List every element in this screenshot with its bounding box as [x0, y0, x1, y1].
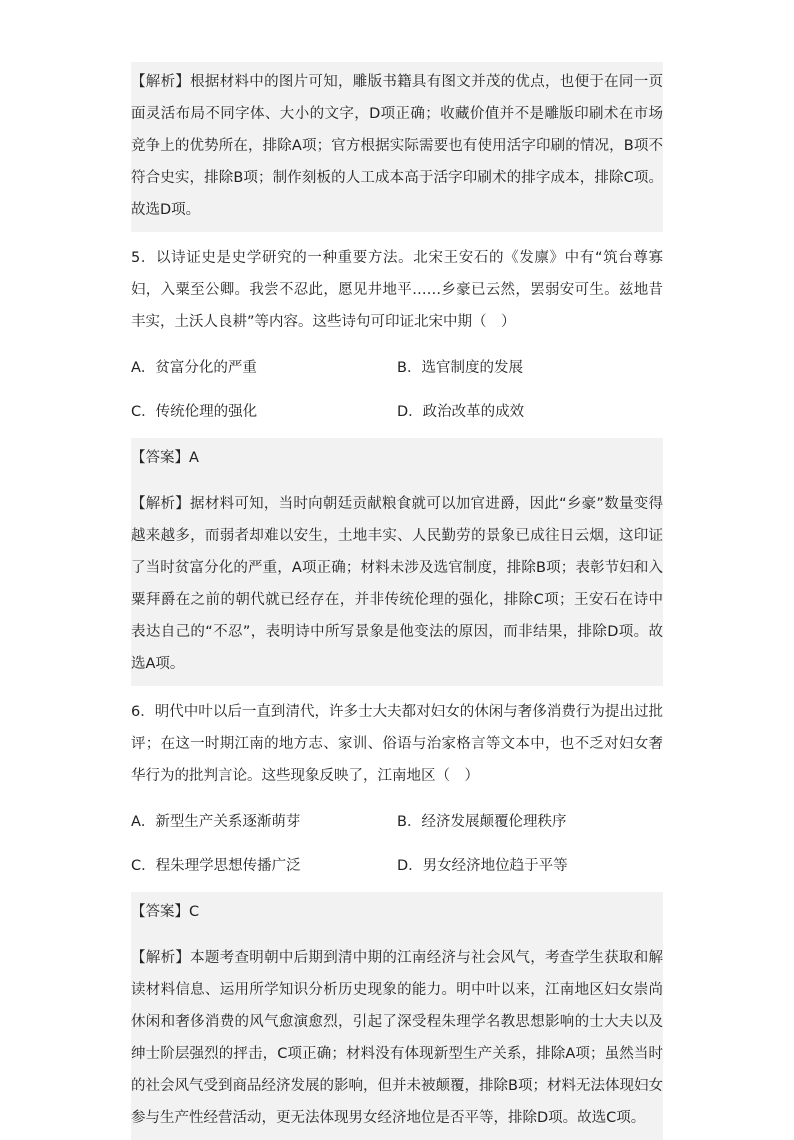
q5-options-row-1	[131, 344, 663, 388]
q5-analysis-text: 【解析】据材料可知，当时向朝廷贡献粮食就可以加官进爵，因此“乡豪”数量变得越来越多，而弱者却难以安生，土地丰实、人民勤劳的景象已成往日云烟，这印证了当时贫富分化的严重，A项正确；材料未涉及选官制度，排除B项；表彰节妇和入粟拜爵在之前的朝代就已经存在，并非传统伦理的强化，排除C项；王安石在诗中表达自己的“不忍”，表明诗中所写景象是他变法的原因，而非结果，排除D项。故选A项。	[131, 496, 663, 672]
q4-analysis-block	[131, 62, 663, 232]
q6-option-c: C．程朱理学思想传播广泛	[131, 857, 301, 874]
q5-stem-block	[131, 238, 663, 344]
q5-option-a: A．贫富分化的严重	[131, 359, 257, 376]
q5-analysis-block	[131, 480, 663, 686]
q6-option-b: B．经济发展颠覆伦理秩序	[397, 813, 567, 830]
q6-analysis-text: 【解析】本题考查明朝中后期到清中期的江南经济与社会风气，考查学生获取和解读材料信息、运用所学知识分析历史现象的能力。明中叶以来，江南地区妇女崇尚休闲和奢侈消费的风气愈演愈烈，引起了深受程朱理学名教思想影响的士大夫以及绅士阶层强烈的抨击，C项正确；材料没有体现新型生产关系，排除A项；虽然当时的社会风气受到商品经济发展的影响，但并未被颠覆，排除B项；材料无法体现妇女参与生产性经营活动，更无法体现男女经济地位是否平等，排除D项。故选C项。	[131, 950, 663, 1126]
q6-options-row-1	[131, 798, 663, 842]
q6-option-a: A．新型生产关系逐渐萌芽	[131, 813, 301, 830]
q5-answer-text: 【答案】A	[131, 450, 199, 466]
document-page	[131, 62, 663, 1140]
q6-option-d: D．男女经济地位趋于平等	[397, 857, 568, 874]
q6-answer-text: 【答案】C	[131, 904, 200, 920]
q5-option-d: D．政治改革的成效	[397, 403, 525, 420]
q4-analysis-text: 【解析】根据材料中的图片可知，雕版书籍具有图文并茂的优点，也便于在同一页面灵活布局不同字体、大小的文字，D项正确；收藏价值并不是雕版印刷术在市场竞争上的优势所在，排除A项；官方根据实际需要也有使用活字印刷的情况，B项不符合史实，排除B项；制作刻板的人工成本高于活字印刷术的排字成本，排除C项。故选D项。	[131, 74, 663, 218]
q5-options-row-2	[131, 388, 663, 432]
q5-option-b: B．选官制度的发展	[397, 359, 523, 376]
q6-stem-text: 6．明代中叶以后一直到清代，许多士大夫都对妇女的休闲与奢侈消费行为提出过批评；在这一时期江南的地方志、家训、俗语与治家格言等文本中，也不乏对妇女奢华行为的批判言论。这些现象反映了，江南地区（ ）	[131, 704, 663, 784]
q6-stem-block	[131, 692, 663, 798]
q5-option-c: C．传统伦理的强化	[131, 403, 258, 420]
q5-answer-block	[131, 438, 663, 480]
q6-options-row-2	[131, 842, 663, 886]
q5-stem-text: 5．以诗证史是史学研究的一种重要方法。北宋王安石的《发廪》中有“筑台尊寡妇，入粟至公卿。我尝不忍此，愿见井地平……乡豪已云然，罢弱安可生。兹地昔丰实，土沃人良耕”等内容。这些诗句可印证北宋中期（ ）	[131, 250, 663, 330]
q6-answer-block	[131, 892, 663, 934]
q6-analysis-block	[131, 934, 663, 1140]
